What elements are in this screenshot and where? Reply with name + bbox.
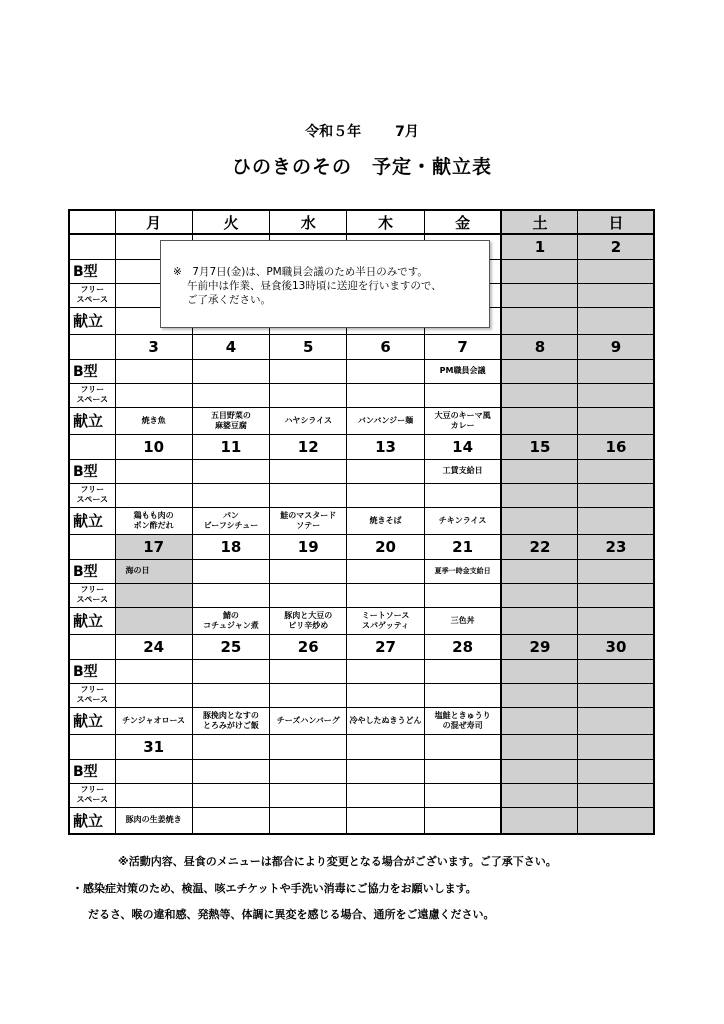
date-cell	[501, 734, 578, 759]
free-space-cell	[501, 583, 578, 607]
free-space-label-line2: スペース	[76, 695, 109, 704]
menu-cell	[270, 707, 347, 734]
weekday-header	[69, 210, 654, 234]
menu-cell	[347, 507, 424, 534]
menu-line: 鯖の	[222, 610, 239, 620]
menu-cell	[270, 607, 347, 634]
event-cell	[115, 759, 192, 783]
b-type-label: B型	[69, 559, 115, 583]
date-cell: 20	[347, 534, 424, 559]
event-cell	[192, 459, 269, 483]
event-cell	[347, 759, 424, 783]
free-space-cell	[424, 483, 501, 507]
free-space-label-line1: フリー	[80, 585, 105, 594]
free-space-cell	[115, 583, 192, 607]
free-space-cell	[347, 483, 424, 507]
event-cell	[192, 759, 269, 783]
menu-cell	[192, 507, 269, 534]
free-space-cell	[424, 683, 501, 707]
menu-cell	[578, 407, 655, 434]
free-space-label-line1: フリー	[80, 685, 105, 694]
date-cell: 29	[501, 634, 578, 659]
event-cell: 海の日	[115, 559, 192, 583]
date-cell: 14	[424, 434, 501, 459]
date-row-label	[69, 734, 115, 759]
date-cell: 23	[578, 534, 655, 559]
event-cell	[347, 659, 424, 683]
weekday-2: 水	[270, 210, 347, 234]
week-2-menu-row	[69, 507, 654, 534]
menu-line: コチュジャン煮	[203, 620, 259, 630]
free-space-label-line2: スペース	[76, 495, 109, 504]
free-space-label-line2: スペース	[76, 795, 109, 804]
menu-cell	[424, 807, 501, 834]
event-cell	[192, 659, 269, 683]
date-cell: 9	[578, 334, 655, 359]
free-space-cell	[501, 483, 578, 507]
free-space-cell	[424, 383, 501, 407]
menu-cell	[347, 607, 424, 634]
free-space-cell	[347, 683, 424, 707]
menu-line: ビーフシチュー	[203, 520, 259, 530]
date-row-label	[69, 434, 115, 459]
menu-cell	[115, 507, 192, 534]
menu-line: スパゲッティ	[362, 620, 410, 630]
event-cell	[501, 359, 578, 383]
free-space-label-line1: フリー	[80, 385, 105, 394]
date-cell: 1	[501, 234, 578, 259]
event-cell	[115, 459, 192, 483]
menu-line: パン	[222, 510, 239, 520]
notice-line-2: 午前中は作業、昼食後13時頃に送迎を行いますので、	[187, 280, 442, 292]
event-cell	[501, 659, 578, 683]
week-2-b-row	[69, 459, 654, 483]
date-row-label	[69, 634, 115, 659]
event-cell	[578, 759, 655, 783]
menu-cell	[192, 707, 269, 734]
event-cell: PM職員会議	[424, 359, 501, 383]
menu-line: の混ぜ寿司	[442, 720, 483, 730]
free-space-cell	[501, 683, 578, 707]
event-cell	[424, 759, 501, 783]
menu-line: 豚肉の生姜焼き	[125, 815, 182, 825]
menu-cell	[115, 807, 192, 834]
menu-line: チンジャオロース	[122, 715, 186, 725]
free-space-label	[69, 383, 115, 407]
free-space-cell	[347, 783, 424, 807]
date-cell: 18	[192, 534, 269, 559]
notice-box	[160, 240, 490, 328]
menu-line: バンバンジー麺	[357, 415, 414, 425]
free-space-cell	[192, 783, 269, 807]
date-cell: 30	[578, 634, 655, 659]
date-cell: 26	[270, 634, 347, 659]
week-1-free-row	[69, 383, 654, 407]
date-row-label	[69, 234, 115, 259]
date-cell: 17	[115, 534, 192, 559]
menu-cell	[270, 507, 347, 534]
event-cell	[578, 259, 655, 283]
free-space-cell	[578, 483, 655, 507]
free-space-label-line1: フリー	[80, 485, 105, 494]
date-cell: 31	[115, 734, 192, 759]
date-row-label	[69, 334, 115, 359]
free-space-label	[69, 483, 115, 507]
free-space-label-line2: スペース	[76, 595, 109, 604]
menu-label: 献立	[69, 807, 115, 834]
date-cell: 28	[424, 634, 501, 659]
menu-label: 献立	[69, 607, 115, 634]
week-3-date-row	[69, 534, 654, 559]
menu-cell	[192, 607, 269, 634]
date-cell: 22	[501, 534, 578, 559]
free-space-label	[69, 583, 115, 607]
menu-cell	[578, 807, 655, 834]
event-cell	[270, 559, 347, 583]
week-4-date-row	[69, 634, 654, 659]
event-cell	[578, 359, 655, 383]
b-type-label: B型	[69, 459, 115, 483]
date-cell: 8	[501, 334, 578, 359]
date-cell: 16	[578, 434, 655, 459]
week-3-free-row	[69, 583, 654, 607]
page-title: ひのきのその 予定・献立表	[231, 156, 492, 178]
date-cell: 5	[270, 334, 347, 359]
free-space-label-line1: フリー	[80, 285, 105, 294]
week-3-menu-row	[69, 607, 654, 634]
free-space-cell	[424, 583, 501, 607]
free-space-cell	[501, 283, 578, 307]
menu-cell	[501, 607, 578, 634]
free-space-cell	[501, 383, 578, 407]
free-space-cell	[115, 783, 192, 807]
free-space-cell	[578, 283, 655, 307]
week-5-b-row	[69, 759, 654, 783]
menu-cell	[347, 807, 424, 834]
free-space-cell	[270, 383, 347, 407]
event-cell	[578, 659, 655, 683]
menu-cell	[115, 407, 192, 434]
menu-cell	[501, 807, 578, 834]
event-cell	[270, 359, 347, 383]
event-cell	[347, 559, 424, 583]
week-4-free-row	[69, 683, 654, 707]
menu-cell	[424, 707, 501, 734]
menu-cell	[501, 507, 578, 534]
free-space-cell	[270, 583, 347, 607]
week-1-b-row	[69, 359, 654, 383]
menu-label: 献立	[69, 307, 115, 334]
free-space-cell	[115, 383, 192, 407]
free-space-cell	[115, 683, 192, 707]
free-space-cell	[578, 583, 655, 607]
date-cell	[424, 734, 501, 759]
free-space-label-line1: フリー	[80, 785, 105, 794]
free-space-cell	[578, 683, 655, 707]
free-space-label	[69, 683, 115, 707]
menu-line: 冷やしたぬきうどん	[349, 715, 422, 725]
menu-line: ハヤシライス	[284, 415, 333, 425]
b-type-label: B型	[69, 659, 115, 683]
date-cell: 13	[347, 434, 424, 459]
menu-cell	[115, 707, 192, 734]
date-cell: 25	[192, 634, 269, 659]
free-space-cell	[347, 383, 424, 407]
date-cell	[347, 734, 424, 759]
free-space-label-line2: スペース	[76, 395, 109, 404]
week-1-date-row	[69, 334, 654, 359]
date-cell	[192, 734, 269, 759]
menu-line: 焼き魚	[141, 415, 166, 425]
week-5-menu-row	[69, 807, 654, 834]
week-2-date-row	[69, 434, 654, 459]
free-space-cell	[578, 783, 655, 807]
free-space-cell	[424, 783, 501, 807]
footer-note-2: ・感染症対策のため、検温、咳エチケットや手洗い消毒にご協力をお願いします。	[72, 882, 477, 895]
menu-label: 献立	[69, 407, 115, 434]
menu-line: ミートソース	[361, 610, 410, 620]
date-cell: 3	[115, 334, 192, 359]
corner-cell	[69, 210, 115, 234]
event-cell: 夏季一時金支給日	[424, 559, 501, 583]
menu-cell	[270, 807, 347, 834]
menu-line: ポン酢だれ	[133, 520, 174, 530]
weekday-4: 金	[424, 210, 501, 234]
weekday-5: 土	[501, 210, 578, 234]
free-space-cell	[270, 483, 347, 507]
menu-line: 焼きそば	[369, 515, 402, 525]
date-cell: 10	[115, 434, 192, 459]
date-cell: 21	[424, 534, 501, 559]
free-space-cell	[192, 683, 269, 707]
free-space-cell	[270, 783, 347, 807]
menu-cell	[578, 707, 655, 734]
date-cell	[578, 734, 655, 759]
event-cell	[578, 559, 655, 583]
event-cell	[115, 659, 192, 683]
date-cell: 12	[270, 434, 347, 459]
menu-line: 豚肉と大豆の	[284, 610, 333, 620]
free-space-cell	[270, 683, 347, 707]
date-cell: 7	[424, 334, 501, 359]
notice-line-1: ※ 7月7日(金)は、PM職員会議のため半日のみです。	[173, 266, 428, 278]
event-cell	[270, 459, 347, 483]
menu-cell	[347, 407, 424, 434]
free-space-cell	[192, 383, 269, 407]
free-space-label-line2: スペース	[76, 295, 109, 304]
menu-line: 麻婆豆腐	[214, 420, 247, 430]
event-cell	[501, 459, 578, 483]
menu-line: チーズハンバーグ	[276, 715, 340, 725]
b-type-label: B型	[69, 759, 115, 783]
free-space-label	[69, 783, 115, 807]
event-cell	[192, 559, 269, 583]
date-cell	[270, 734, 347, 759]
event-cell	[424, 659, 501, 683]
free-space-cell	[115, 483, 192, 507]
event-cell	[501, 259, 578, 283]
event-cell	[270, 759, 347, 783]
menu-line: チキンライス	[438, 515, 487, 525]
weekday-1: 火	[192, 210, 269, 234]
free-space-cell	[578, 383, 655, 407]
b-type-label: B型	[69, 259, 115, 283]
menu-line: 鶏もも肉の	[133, 510, 174, 520]
menu-cell	[192, 807, 269, 834]
event-cell: 工賃支給日	[424, 459, 501, 483]
notice-line-3: ご了承ください。	[187, 294, 271, 306]
free-space-cell	[347, 583, 424, 607]
free-space-label	[69, 283, 115, 307]
menu-line: 鮭のマスタード	[280, 510, 337, 520]
event-cell	[347, 459, 424, 483]
menu-line: 五目野菜の	[210, 410, 251, 420]
menu-cell	[424, 407, 501, 434]
era-year: 令和５年	[305, 124, 362, 140]
menu-cell	[578, 607, 655, 634]
menu-cell	[424, 607, 501, 634]
menu-label: 献立	[69, 707, 115, 734]
date-cell: 27	[347, 634, 424, 659]
weekday-0: 月	[115, 210, 192, 234]
week-2-free-row	[69, 483, 654, 507]
free-space-cell	[501, 783, 578, 807]
weekday-6: 日	[578, 210, 655, 234]
menu-line: 大豆のキーマ風	[434, 410, 491, 420]
footer-note-1: ※活動内容、昼食のメニューは都合により変更となる場合がございます。ご了承下さい。	[118, 855, 557, 868]
month-label: 7月	[395, 124, 419, 140]
event-cell	[115, 359, 192, 383]
date-cell: 2	[578, 234, 655, 259]
footer-note-3: だるさ、喉の違和感、発熱等、体調に異変を感じる場合、通所をご遠慮ください。	[88, 908, 495, 921]
menu-line: 三色丼	[450, 615, 475, 625]
event-cell	[501, 759, 578, 783]
menu-cell	[501, 307, 578, 334]
menu-line: 豚挽肉となすの	[202, 710, 259, 720]
event-cell	[270, 659, 347, 683]
week-4-b-row	[69, 659, 654, 683]
menu-line: ソテー	[296, 520, 321, 530]
date-cell: 11	[192, 434, 269, 459]
menu-line: ピリ辛炒め	[288, 620, 329, 630]
menu-cell	[578, 507, 655, 534]
menu-cell	[347, 707, 424, 734]
event-cell	[501, 559, 578, 583]
menu-cell	[501, 407, 578, 434]
week-4-menu-row	[69, 707, 654, 734]
free-space-cell	[192, 583, 269, 607]
menu-cell	[424, 507, 501, 534]
event-cell	[347, 359, 424, 383]
menu-cell	[192, 407, 269, 434]
event-cell	[578, 459, 655, 483]
date-cell: 24	[115, 634, 192, 659]
era-line	[0, 121, 724, 141]
menu-line: とろみがけご飯	[202, 720, 259, 730]
menu-cell	[270, 407, 347, 434]
date-row-label	[69, 534, 115, 559]
date-cell: 15	[501, 434, 578, 459]
date-cell: 6	[347, 334, 424, 359]
event-cell	[192, 359, 269, 383]
menu-cell	[578, 307, 655, 334]
date-cell: 4	[192, 334, 269, 359]
menu-cell	[501, 707, 578, 734]
week-3-b-row	[69, 559, 654, 583]
week-5-free-row	[69, 783, 654, 807]
week-5-date-row	[69, 734, 654, 759]
date-cell: 19	[270, 534, 347, 559]
weekday-3: 木	[347, 210, 424, 234]
week-1-menu-row	[69, 407, 654, 434]
menu-label: 献立	[69, 507, 115, 534]
b-type-label: B型	[69, 359, 115, 383]
menu-line: カレー	[450, 420, 475, 430]
menu-line: 塩鮭ときゅうり	[434, 710, 491, 720]
menu-cell	[115, 607, 192, 634]
free-space-cell	[192, 483, 269, 507]
